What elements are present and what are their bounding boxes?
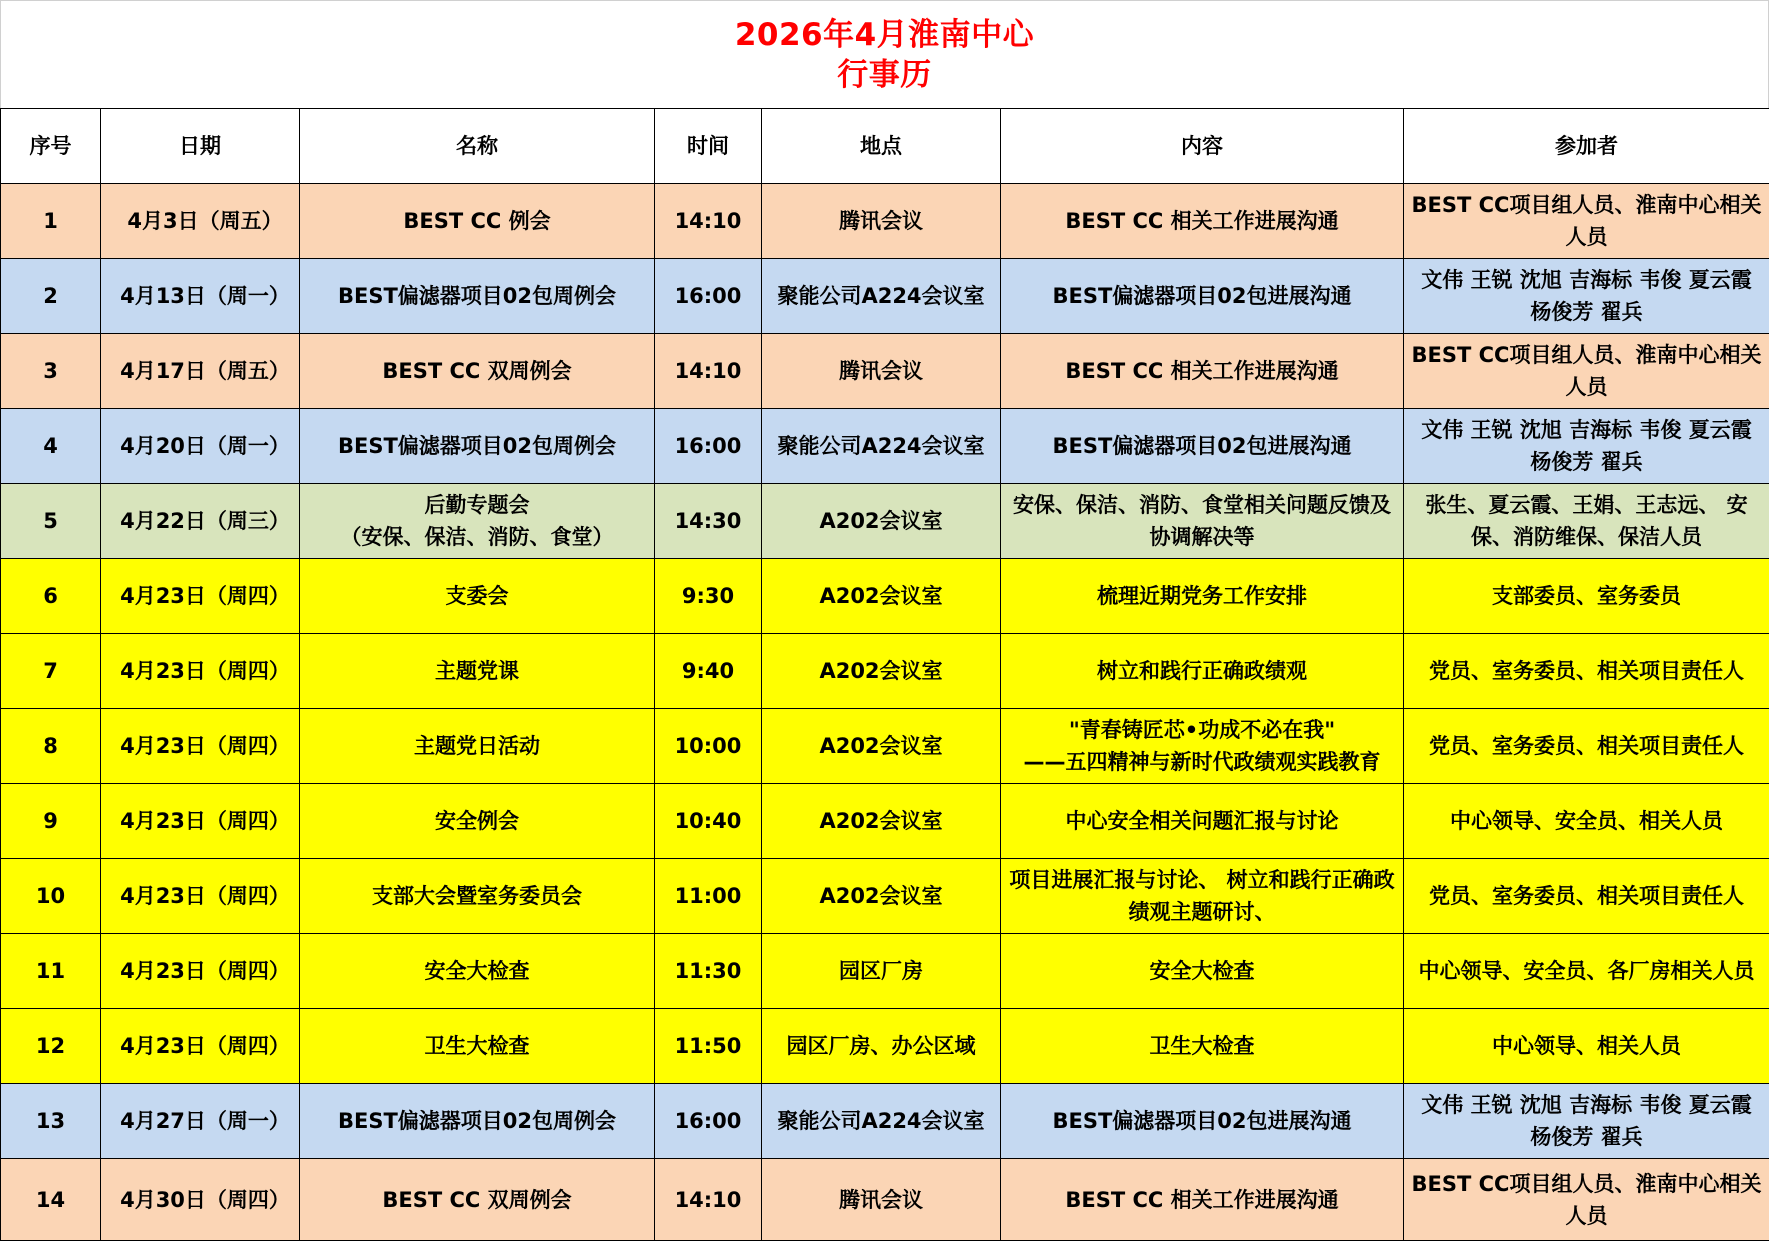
cell-place-text: 聚能公司A224会议室 xyxy=(777,434,985,458)
cell-name-text: 支部大会暨室务委员会 xyxy=(372,884,582,908)
cell-time xyxy=(655,559,762,634)
cell-place xyxy=(762,1159,1001,1241)
cell-attendees xyxy=(1404,259,1769,334)
header-row xyxy=(1,109,1769,184)
cell-name xyxy=(300,934,655,1009)
cell-no xyxy=(1,484,101,559)
cell-place-text: A202会议室 xyxy=(819,809,943,833)
header-content: 内容 xyxy=(1001,109,1404,184)
header-no: 序号 xyxy=(1,109,101,184)
cell-place xyxy=(762,184,1001,259)
cell-no-text: 2 xyxy=(43,284,58,308)
cell-no-text: 9 xyxy=(43,809,58,833)
cell-no xyxy=(1,184,101,259)
cell-attendees-text: 中心领导、安全员、各厂房相关人员 xyxy=(1418,959,1755,983)
cell-no-text: 12 xyxy=(35,1034,66,1058)
table-row xyxy=(1,1159,1769,1241)
cell-content xyxy=(1001,484,1404,559)
cell-name xyxy=(300,1084,655,1159)
table-row xyxy=(1,634,1769,709)
cell-name xyxy=(300,259,655,334)
title-area xyxy=(0,0,1769,108)
cell-date-text: 4月3日（周五） xyxy=(127,209,283,233)
cell-no xyxy=(1,559,101,634)
cell-date-text: 4月23日（周四） xyxy=(120,584,290,608)
cell-time xyxy=(655,634,762,709)
cell-content-text: 中心安全相关问题汇报与讨论 xyxy=(1065,809,1339,833)
cell-content-text: 树立和践行正确政绩观 xyxy=(1097,659,1307,683)
cell-no xyxy=(1,1159,101,1241)
cell-time xyxy=(655,1159,762,1241)
cell-time-text: 14:30 xyxy=(674,509,742,533)
cell-content-text: BEST CC 相关工作进展沟通 xyxy=(1065,209,1339,233)
cell-date xyxy=(101,409,300,484)
cell-name xyxy=(300,859,655,934)
cell-date xyxy=(101,1009,300,1084)
cell-attendees xyxy=(1404,784,1769,859)
cell-no-text: 10 xyxy=(35,884,66,908)
cell-name xyxy=(300,484,655,559)
cell-name-text: 安全例会 xyxy=(435,809,519,833)
cell-name xyxy=(300,634,655,709)
cell-attendees xyxy=(1404,1159,1769,1241)
cell-no xyxy=(1,1009,101,1084)
table-row xyxy=(1,559,1769,634)
cell-name-text: 支委会 xyxy=(445,584,509,608)
cell-date xyxy=(101,634,300,709)
cell-no-text: 3 xyxy=(43,359,58,383)
cell-date xyxy=(101,709,300,784)
cell-date-text: 4月23日（周四） xyxy=(120,734,290,758)
cell-attendees-text: 中心领导、相关人员 xyxy=(1492,1034,1681,1058)
cell-attendees-text: 党员、室务委员、相关项目责任人 xyxy=(1429,884,1744,908)
cell-time-text: 16:00 xyxy=(674,1109,742,1133)
cell-place-text: A202会议室 xyxy=(819,659,943,683)
cell-content-text: BEST CC 相关工作进展沟通 xyxy=(1065,1187,1339,1212)
cell-name xyxy=(300,1009,655,1084)
cell-name xyxy=(300,559,655,634)
cell-place xyxy=(762,334,1001,409)
cell-content xyxy=(1001,334,1404,409)
cell-name-text: BEST CC 双周例会 xyxy=(382,359,572,383)
cell-date-text: 4月23日（周四） xyxy=(120,884,290,908)
cell-attendees-text: BEST CC项目组人员、淮南中心相关人员 xyxy=(1411,343,1762,399)
header-time: 时间 xyxy=(655,109,762,184)
table-row xyxy=(1,859,1769,934)
cell-place-text: 园区厂房 xyxy=(839,959,923,983)
table-row xyxy=(1,934,1769,1009)
cell-content xyxy=(1001,934,1404,1009)
cell-attendees-text: BEST CC项目组人员、淮南中心相关人员 xyxy=(1411,1171,1762,1228)
cell-no xyxy=(1,709,101,784)
cell-time xyxy=(655,484,762,559)
cell-content xyxy=(1001,1159,1404,1241)
table-row xyxy=(1,709,1769,784)
cell-place-text: A202会议室 xyxy=(819,734,943,758)
cell-no xyxy=(1,859,101,934)
cell-name xyxy=(300,409,655,484)
cell-name-text: BEST偏滤器项目02包周例会 xyxy=(337,434,617,458)
cell-name-text: BEST偏滤器项目02包周例会 xyxy=(337,1109,617,1133)
schedule-table xyxy=(0,108,1769,1241)
cell-date xyxy=(101,484,300,559)
cell-name xyxy=(300,1159,655,1241)
cell-place xyxy=(762,859,1001,934)
cell-content-text: 卫生大检查 xyxy=(1149,1034,1255,1058)
table-row xyxy=(1,784,1769,859)
cell-time xyxy=(655,334,762,409)
cell-attendees xyxy=(1404,409,1769,484)
cell-time-text: 10:40 xyxy=(674,809,742,833)
cell-name-text: 主题党课 xyxy=(435,659,519,683)
cell-time xyxy=(655,784,762,859)
cell-no-text: 6 xyxy=(43,584,58,608)
cell-attendees xyxy=(1404,334,1769,409)
cell-time xyxy=(655,259,762,334)
cell-name-text: 卫生大检查 xyxy=(424,1034,530,1058)
cell-content xyxy=(1001,784,1404,859)
cell-time-text: 11:00 xyxy=(674,884,742,908)
cell-attendees xyxy=(1404,709,1769,784)
cell-time-text: 9:30 xyxy=(681,584,735,608)
cell-attendees xyxy=(1404,184,1769,259)
cell-content-text: BEST CC 相关工作进展沟通 xyxy=(1065,359,1339,383)
cell-attendees-text: 文伟 王锐 沈旭 吉海标 韦俊 夏云霞 杨俊芳 翟兵 xyxy=(1421,1093,1752,1149)
cell-name-text: 主题党日活动 xyxy=(414,734,540,758)
table-row xyxy=(1,184,1769,259)
cell-no-text: 1 xyxy=(43,209,58,233)
cell-content xyxy=(1001,559,1404,634)
cell-content xyxy=(1001,709,1404,784)
cell-attendees xyxy=(1404,1084,1769,1159)
cell-name xyxy=(300,709,655,784)
cell-no xyxy=(1,1084,101,1159)
cell-place xyxy=(762,559,1001,634)
cell-place xyxy=(762,709,1001,784)
cell-attendees xyxy=(1404,859,1769,934)
cell-date xyxy=(101,784,300,859)
cell-time-text: 11:50 xyxy=(674,1034,742,1058)
cell-place-text: A202会议室 xyxy=(819,884,943,908)
cell-time xyxy=(655,859,762,934)
cell-place xyxy=(762,934,1001,1009)
cell-attendees-text: BEST CC项目组人员、淮南中心相关人员 xyxy=(1411,193,1762,249)
cell-attendees-text: 党员、室务委员、相关项目责任人 xyxy=(1429,734,1744,758)
cell-date xyxy=(101,934,300,1009)
table-row xyxy=(1,259,1769,334)
cell-time-text: 10:00 xyxy=(674,734,742,758)
cell-attendees xyxy=(1404,484,1769,559)
cell-date xyxy=(101,184,300,259)
cell-place-text: 腾讯会议 xyxy=(839,359,923,383)
cell-no xyxy=(1,934,101,1009)
cell-name xyxy=(300,334,655,409)
cell-attendees-text: 张生、夏云霞、王娟、王志远、 安保、消防维保、保洁人员 xyxy=(1425,493,1748,549)
table-row xyxy=(1,409,1769,484)
table-row xyxy=(1,1009,1769,1084)
page-title: 2026年4月淮南中心 xyxy=(734,16,1035,53)
cell-time-text: 14:10 xyxy=(674,1187,742,1212)
cell-name-text: 后勤专题会 （安保、保洁、消防、食堂） xyxy=(340,493,614,549)
cell-content-text: BEST偏滤器项目02包进展沟通 xyxy=(1052,1109,1352,1133)
cell-content xyxy=(1001,859,1404,934)
cell-date xyxy=(101,1159,300,1241)
cell-attendees-text: 党员、室务委员、相关项目责任人 xyxy=(1429,659,1744,683)
cell-name-text: 安全大检查 xyxy=(424,959,530,983)
cell-no-text: 5 xyxy=(43,509,58,533)
cell-place-text: 腾讯会议 xyxy=(839,1187,923,1212)
cell-place-text: 聚能公司A224会议室 xyxy=(777,284,985,308)
page-subtitle: 行事历 xyxy=(837,56,932,93)
cell-time xyxy=(655,709,762,784)
cell-date-text: 4月22日（周三） xyxy=(120,509,290,533)
cell-time xyxy=(655,1084,762,1159)
cell-content-text: 安全大检查 xyxy=(1149,959,1255,983)
cell-content xyxy=(1001,409,1404,484)
cell-date xyxy=(101,559,300,634)
cell-content-text: 项目进展汇报与讨论、 树立和践行正确政绩观主题研讨、 xyxy=(1009,868,1395,924)
cell-place-text: 腾讯会议 xyxy=(839,209,923,233)
cell-no xyxy=(1,259,101,334)
cell-date-text: 4月23日（周四） xyxy=(120,659,290,683)
cell-name-text: BEST CC 例会 xyxy=(403,209,551,233)
cell-content-text: 梳理近期党务工作安排 xyxy=(1097,584,1307,608)
cell-attendees-text: 支部委员、室务委员 xyxy=(1492,584,1681,608)
cell-time-text: 16:00 xyxy=(674,284,742,308)
cell-date-text: 4月27日（周一） xyxy=(120,1109,290,1133)
cell-no-text: 11 xyxy=(35,959,66,983)
cell-place xyxy=(762,784,1001,859)
cell-no xyxy=(1,409,101,484)
table-row xyxy=(1,1084,1769,1159)
cell-date-text: 4月23日（周四） xyxy=(120,809,290,833)
cell-place xyxy=(762,259,1001,334)
cell-time xyxy=(655,184,762,259)
cell-no-text: 13 xyxy=(35,1109,66,1133)
table-row xyxy=(1,484,1769,559)
cell-date-text: 4月20日（周一） xyxy=(120,434,290,458)
cell-place-text: A202会议室 xyxy=(819,509,943,533)
cell-date xyxy=(101,259,300,334)
cell-place xyxy=(762,1084,1001,1159)
cell-place-text: 园区厂房、办公区域 xyxy=(786,1034,976,1058)
cell-no-text: 4 xyxy=(43,434,58,458)
cell-attendees xyxy=(1404,559,1769,634)
cell-time xyxy=(655,409,762,484)
header-name: 名称 xyxy=(300,109,655,184)
cell-content-text: "青春铸匠芯•功成不必在我" ——五四精神与新时代政绩观实践教育 xyxy=(1023,718,1381,774)
cell-no xyxy=(1,634,101,709)
cell-time-text: 14:10 xyxy=(674,359,742,383)
header-place: 地点 xyxy=(762,109,1001,184)
header-attendees: 参加者 xyxy=(1404,109,1769,184)
cell-no-text: 8 xyxy=(43,734,58,758)
cell-attendees xyxy=(1404,1009,1769,1084)
cell-attendees-text: 文伟 王锐 沈旭 吉海标 韦俊 夏云霞 杨俊芳 翟兵 xyxy=(1421,418,1752,474)
cell-place xyxy=(762,409,1001,484)
cell-content xyxy=(1001,1009,1404,1084)
cell-date-text: 4月17日（周五） xyxy=(120,359,290,383)
cell-content-text: BEST偏滤器项目02包进展沟通 xyxy=(1052,284,1352,308)
header-date: 日期 xyxy=(101,109,300,184)
cell-content xyxy=(1001,184,1404,259)
cell-attendees xyxy=(1404,634,1769,709)
cell-date xyxy=(101,334,300,409)
cell-place-text: A202会议室 xyxy=(819,584,943,608)
cell-attendees-text: 中心领导、安全员、相关人员 xyxy=(1450,809,1723,833)
cell-time-text: 16:00 xyxy=(674,434,742,458)
cell-date-text: 4月30日（周四） xyxy=(120,1187,290,1212)
cell-date xyxy=(101,1084,300,1159)
cell-place xyxy=(762,484,1001,559)
cell-content xyxy=(1001,1084,1404,1159)
cell-place xyxy=(762,1009,1001,1084)
cell-name-text: BEST偏滤器项目02包周例会 xyxy=(337,284,617,308)
cell-time-text: 14:10 xyxy=(674,209,742,233)
cell-attendees-text: 文伟 王锐 沈旭 吉海标 韦俊 夏云霞 杨俊芳 翟兵 xyxy=(1421,268,1752,324)
cell-name-text: BEST CC 双周例会 xyxy=(382,1187,572,1212)
cell-attendees xyxy=(1404,934,1769,1009)
cell-time xyxy=(655,1009,762,1084)
cell-time-text: 11:30 xyxy=(674,959,742,983)
cell-no-text: 14 xyxy=(35,1187,66,1212)
cell-name xyxy=(300,184,655,259)
cell-no xyxy=(1,334,101,409)
table-row xyxy=(1,334,1769,409)
cell-date-text: 4月23日（周四） xyxy=(120,959,290,983)
cell-time-text: 9:40 xyxy=(681,659,735,683)
cell-content-text: BEST偏滤器项目02包进展沟通 xyxy=(1052,434,1352,458)
cell-name xyxy=(300,784,655,859)
cell-date xyxy=(101,859,300,934)
cell-content xyxy=(1001,634,1404,709)
cell-date-text: 4月23日（周四） xyxy=(120,1034,290,1058)
cell-no-text: 7 xyxy=(43,659,58,683)
cell-place xyxy=(762,634,1001,709)
cell-time xyxy=(655,934,762,1009)
cell-place-text: 聚能公司A224会议室 xyxy=(777,1109,985,1133)
cell-content-text: 安保、保洁、消防、食堂相关问题反馈及协调解决等 xyxy=(1013,493,1391,549)
cell-no xyxy=(1,784,101,859)
cell-content xyxy=(1001,259,1404,334)
cell-date-text: 4月13日（周一） xyxy=(120,284,290,308)
